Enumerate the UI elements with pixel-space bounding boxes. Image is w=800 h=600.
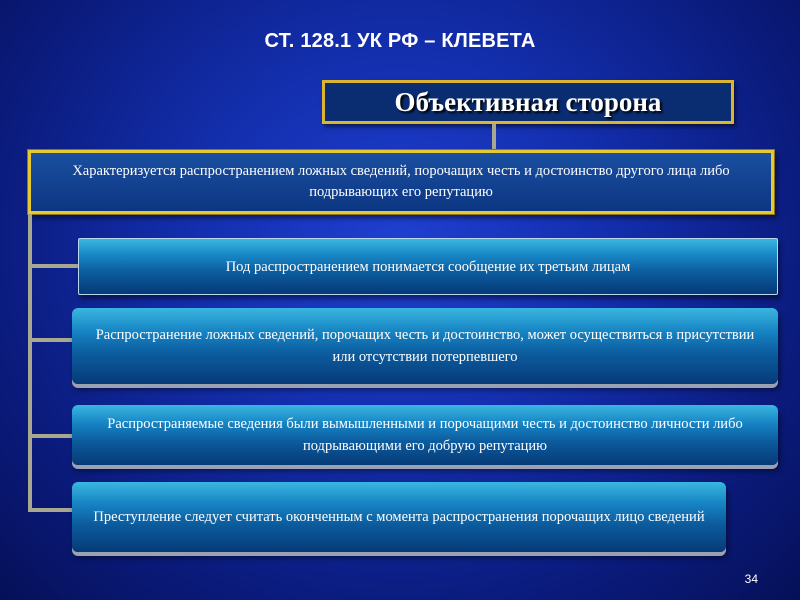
slide-title: СТ. 128.1 УК РФ – КЛЕВЕТА [264,30,536,52]
item-presence-absence: Распространение ложных сведений, порочащих честь и достоинство, может осуществиться в присутствии или отсутствии потерпевшего [72,308,778,384]
item-fictitious-info: Распространяемые сведения были вымышленными и порочащими честь и достоинство личности либо подрывающими его добрую репутацию [72,405,778,465]
connector-branch-4 [28,508,72,512]
item-completion: Преступление следует считать оконченным с момента распространения порочащих лицо сведений [72,482,726,552]
connector-header [492,124,496,150]
main-box: Характеризуется распространением ложных сведений, порочащих честь и достоинство другого лица либо подрывающих его репутацию [28,150,774,214]
header-box [322,80,734,124]
page-number: 34 [744,572,758,586]
connector-trunk [28,214,32,510]
connector-branch-3 [28,434,72,438]
connector-branch-1 [28,264,78,268]
connector-branch-2 [28,338,72,342]
header-label: Объективная сторона [394,86,662,117]
item-distribution-definition: Под распространением понимается сообщение их третьим лицам [78,238,778,295]
